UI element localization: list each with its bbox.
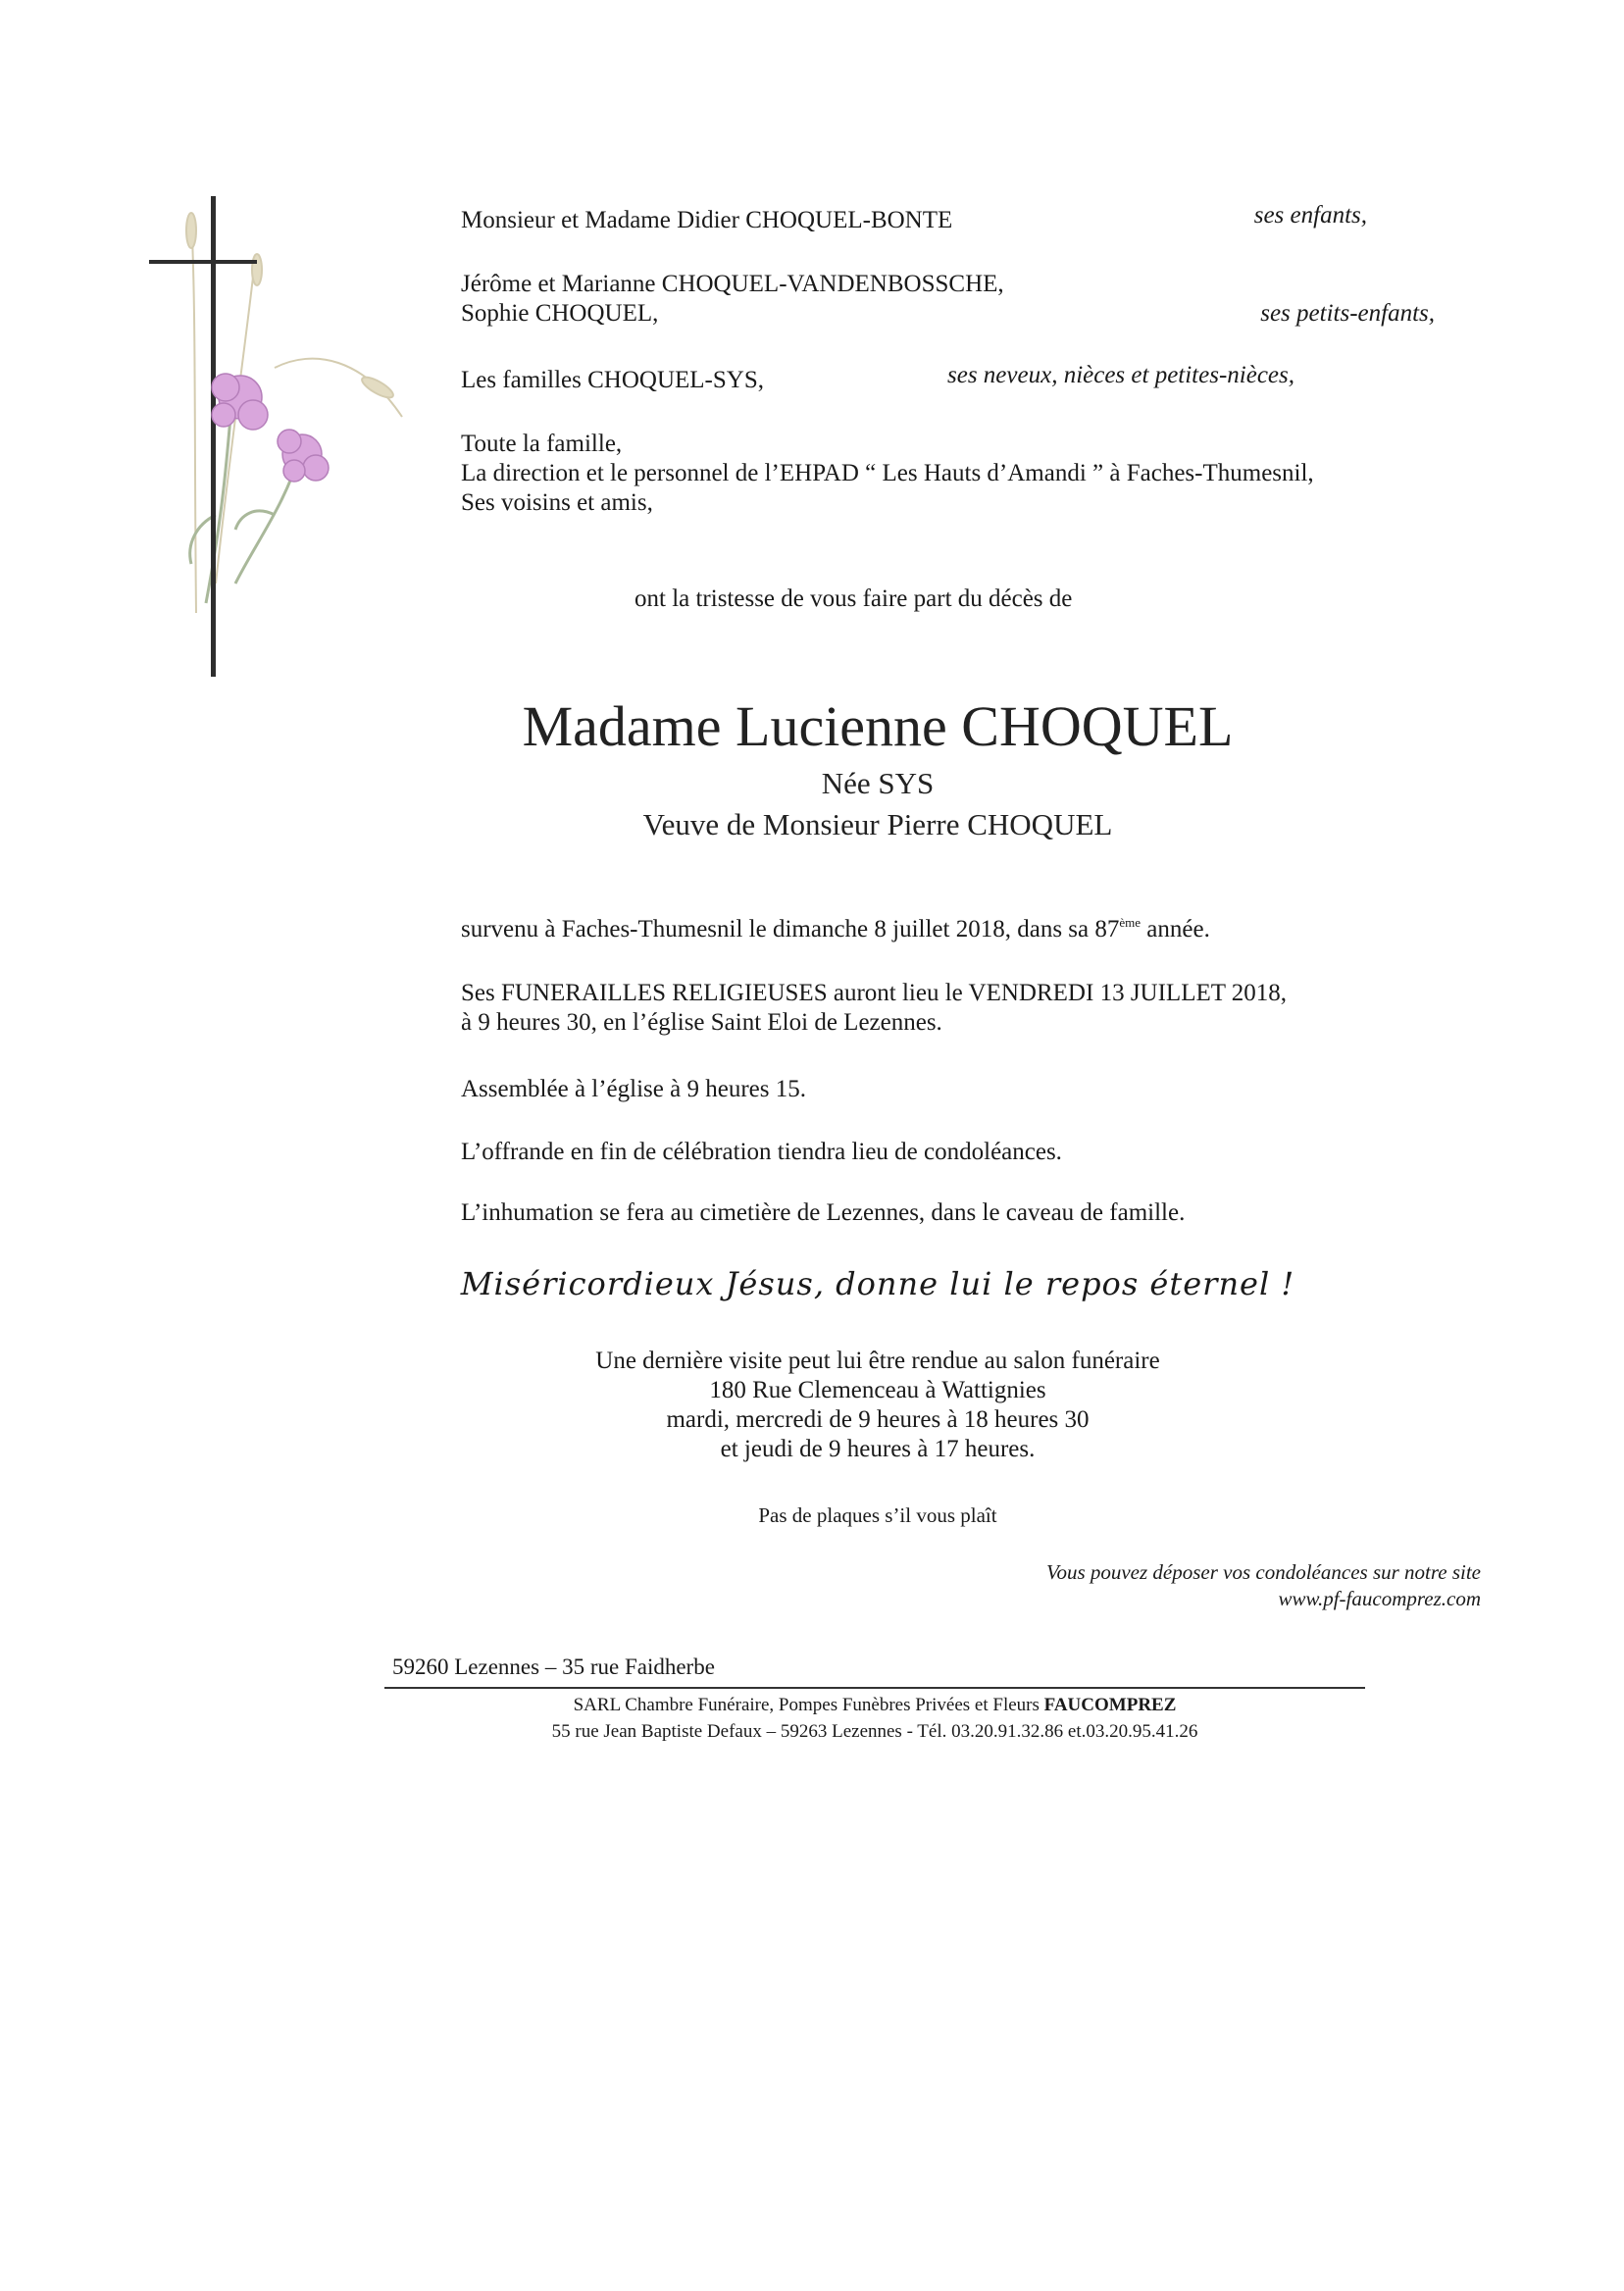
visit-line-3: mardi, mercredi de 9 heures à 18 heures 30	[666, 1406, 1090, 1433]
footer-divider	[384, 1687, 1365, 1689]
prayer-text: Miséricordieux Jésus, donne lui le repos éternel !	[460, 1265, 1295, 1302]
visit-line-1: Une dernière visite peut lui être rendue au salon funéraire	[595, 1348, 1160, 1374]
deceased-widow-of: Veuve de Monsieur Pierre CHOQUEL	[642, 807, 1113, 841]
others-line-1: Toute la famille,	[461, 431, 623, 457]
others-line-3: Ses voisins et amis,	[461, 489, 653, 516]
cross-icon	[149, 196, 257, 677]
assembly-text: Assemblée à l’église à 9 heures 15.	[461, 1076, 806, 1102]
nephews-relation: ses neveux, nièces et petites-nièces,	[947, 362, 1294, 388]
children-name: Monsieur et Madame Didier CHOQUEL-BONTE	[461, 207, 953, 233]
others-line-2: La direction et le personnel de l’EHPAD “ Les Hauts d’Amandi ” à Faches-Thumesnil,	[461, 460, 1314, 486]
condolences-website[interactable]: www.pf-faucomprez.com	[1278, 1587, 1481, 1610]
cross-flowers-illustration	[137, 191, 422, 682]
grandchildren-name-1: Jérôme et Marianne CHOQUEL-VANDENBOSSCHE,	[461, 271, 1004, 297]
address-text: 59260 Lezennes – 35 rue Faidherbe	[392, 1655, 715, 1679]
funeral-line-2: à 9 heures 30, en l’église Saint Eloi de Lezennes.	[461, 1009, 942, 1036]
children-relation: ses enfants,	[1253, 202, 1367, 229]
visit-line-2: 180 Rue Clemenceau à Wattignies	[709, 1377, 1046, 1403]
funeral-line-1: Ses FUNERAILLES RELIGIEUSES auront lieu le VENDREDI 13 JUILLET 2018,	[461, 980, 1288, 1006]
carnation-flower-icon	[212, 374, 268, 430]
nephews-name: Les familles CHOQUEL-SYS,	[461, 367, 764, 393]
footer-contact: 55 rue Jean Baptiste Defaux – 59263 Lezennes - Tél. 03.20.91.32.86 et.03.20.95.41.26	[551, 1721, 1198, 1742]
announcement-text: ont la tristesse de vous faire part du décès de	[634, 585, 1073, 612]
deceased-birth-name: Née SYS	[821, 766, 935, 800]
offering-text: L’offrande en fin de célébration tiendra lieu de condoléances.	[461, 1139, 1062, 1165]
footer-company: SARL Chambre Funéraire, Pompes Funèbres Privées et Fleurs FAUCOMPREZ	[573, 1695, 1177, 1715]
no-plaques-text: Pas de plaques s’il vous plaît	[758, 1503, 997, 1527]
death-details: survenu à Faches-Thumesnil le dimanche 8 juillet 2018, dans sa 87ème année.	[461, 914, 1210, 942]
grandchildren-relation: ses petits-enfants,	[1260, 300, 1435, 327]
visit-line-4: et jeudi de 9 heures à 17 heures.	[720, 1436, 1036, 1462]
burial-text: L’inhumation se fera au cimetière de Lezennes, dans le caveau de famille.	[461, 1199, 1186, 1226]
grandchildren-name-2: Sophie CHOQUEL,	[461, 300, 659, 327]
condolences-line-1: Vous pouvez déposer vos condoléances sur notre site	[1045, 1560, 1481, 1584]
deceased-name: Madame Lucienne CHOQUEL	[522, 694, 1234, 758]
carnation-flower-icon	[278, 430, 329, 482]
